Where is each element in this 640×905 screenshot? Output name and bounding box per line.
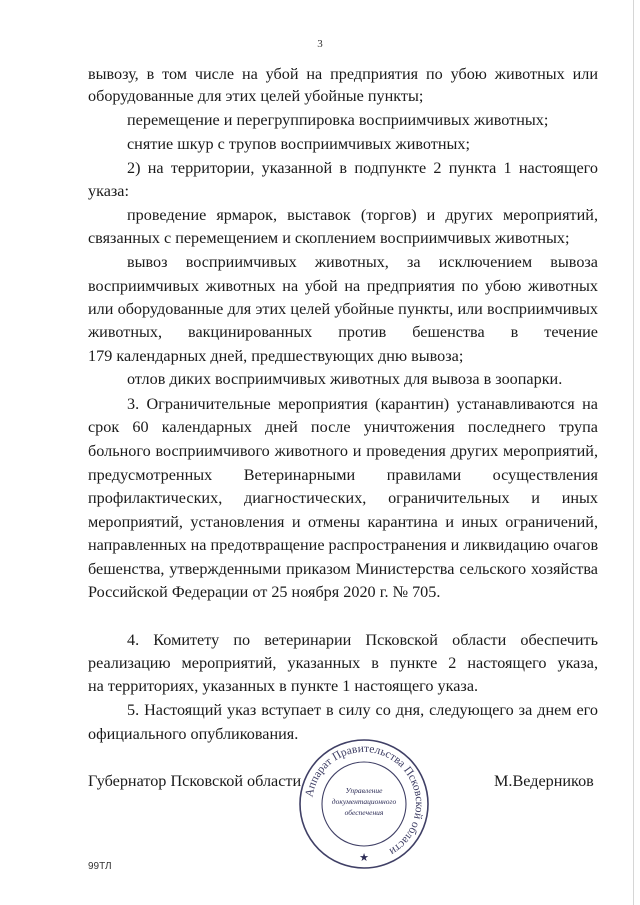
signatory-name: М.Ведерников [494,772,594,790]
text-line: 2) на территории, указанной в подпункте 2 пункта 1 настоящего [127,159,598,177]
text-line: мероприятий, установления и отмены карантина и иных ограничений, [88,513,598,531]
text-line: перемещение и перегруппировка восприимчивых животных; [127,111,549,129]
text-line: вывоз восприимчивых животных, за исключением вывоза [127,253,598,271]
text-line: отлов диких восприимчивых животных для вывоза в зоопарки. [127,370,563,388]
text-line: 5. Настоящий указ вступает в силу со дня, следующего за днем его [127,701,598,719]
seal-inner-line-2: документационного [331,797,397,806]
signatory-title: Губернатор Псковской области [88,772,302,790]
text-line: вывозу, в том числе на убой на предприятия по убою животных или [88,65,598,83]
page-number: 3 [317,38,323,50]
text-line: 3. Ограничительные мероприятия (карантин) устанавливаются на [127,395,598,413]
text-line: или оборудованные для этих целей убойные пункты, или восприимчивых [88,300,598,318]
seal-outer-text: Аппарат Правительства Псковской области [303,742,426,858]
text-line: предусмотренных Ветеринарными правилами осуществления [88,466,598,484]
official-seal-stamp [297,737,431,871]
document-code: 99ТЛ [88,861,112,872]
text-line: на территориях, указанных в пункте 1 настоящего указа. [88,677,479,695]
seal-star-icon: ★ [359,851,369,864]
text-line: снятие шкур с трупов восприимчивых животных; [127,135,470,153]
text-line: официального опубликования. [88,725,299,743]
text-line: срок 60 календарных дней после уничтожения последнего трупа [88,418,598,436]
seal-inner-line-3: обеспечения [344,808,384,817]
text-line: 179 календарных дней, предшествующих дню вывоза; [88,347,464,365]
text-line: проведение ярмарок, выставок (торгов) и других мероприятий, [127,206,598,224]
seal-inner-line-1: Управление [345,786,383,795]
text-line: реализацию мероприятий, указанных в пункте 2 настоящего указа, [88,654,598,672]
text-line: направленных на предотвращение распространения и ликвидацию очагов [88,536,599,554]
text-line: профилактических, диагностических, ограничительных и иных [88,489,598,507]
text-line: указа: [88,182,129,200]
text-line: Российской Федерации от 25 ноября 2020 г. № 705. [88,583,441,601]
text-line: больного восприимчивого животного и проведения других мероприятий, [88,442,598,460]
text-line: восприимчивых животных на убой на предприятия по убою животных [88,277,598,295]
text-line: 4. Комитету по ветеринарии Псковской области обеспечить [127,631,598,649]
text-line: связанных с перемещением и скоплением восприимчивых животных; [88,229,570,247]
scan-edge-line [633,0,634,905]
text-line: бешенства, утвержденными приказом Министерства сельского хозяйства [88,560,598,578]
text-line: животных, вакцинированных против бешенства в течение [88,323,598,341]
text-line: оборудованные для этих целей убойные пункты; [88,87,424,105]
